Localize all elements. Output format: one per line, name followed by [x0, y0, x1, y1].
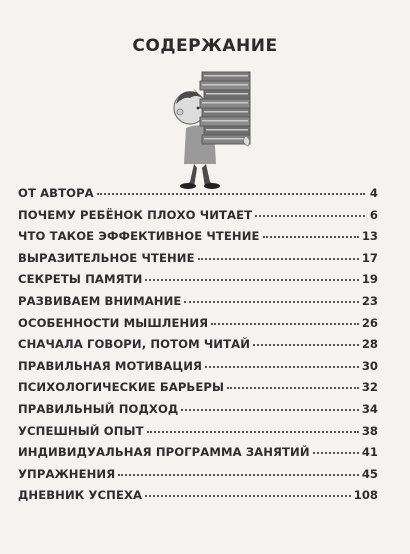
toc-entry	[18, 272, 378, 294]
toc-entry	[18, 186, 378, 208]
toc-entry-title: ПРАВИЛЬНЫЙ ПОДХОД	[18, 401, 179, 416]
toc-entry-title: ПРАВИЛЬНАЯ МОТИВАЦИЯ	[18, 358, 203, 373]
toc-dot-leader	[205, 365, 359, 368]
toc-dot-leader	[313, 451, 359, 454]
toc-entry	[18, 445, 378, 467]
toc-entry-page: 26	[361, 315, 378, 330]
toc-entry-title: ИНДИВИДУАЛЬНАЯ ПРОГРАММА ЗАНЯТИЙ	[18, 445, 310, 460]
toc-entry-page: 108	[353, 488, 378, 503]
toc-entry	[18, 337, 378, 359]
toc-dot-leader	[145, 278, 358, 281]
toc-dot-leader	[147, 430, 359, 433]
toc-entry-title: ДНЕВНИК УСПЕХА	[18, 488, 143, 503]
toc-entry	[18, 208, 378, 230]
toc-dot-leader	[118, 473, 359, 476]
toc-dot-leader	[181, 408, 359, 411]
table-of-contents	[18, 186, 378, 510]
toc-entry	[18, 488, 378, 510]
toc-entry-title: УСПЕШНЫЙ ОПЫТ	[18, 423, 144, 438]
toc-entry-title: ОТ АВТОРА	[18, 186, 94, 200]
toc-dot-leader	[227, 386, 359, 389]
toc-entry-page: 41	[361, 445, 378, 460]
toc-dot-leader	[198, 257, 359, 260]
toc-entry-page: 32	[361, 380, 378, 395]
toc-entry	[18, 251, 378, 273]
toc-dot-leader	[255, 214, 365, 217]
toc-entry-title: ВЫРАЗИТЕЛЬНОЕ ЧТЕНИЕ	[18, 250, 195, 265]
toc-entry-title: УПРАЖНЕНИЯ	[18, 466, 116, 481]
toc-entry-page: 17	[361, 250, 378, 265]
toc-dot-leader	[184, 300, 358, 303]
toc-entry	[18, 467, 378, 489]
toc-dot-leader	[211, 322, 359, 325]
toc-dot-leader	[253, 343, 359, 346]
toc-entry-page: 30	[361, 358, 378, 373]
toc-entry	[18, 380, 378, 402]
toc-dot-leader	[145, 494, 351, 497]
toc-entry-title: ПСИХОЛОГИЧЕСКИЕ БАРЬЕРЫ	[18, 380, 225, 395]
toc-entry-title: ОСОБЕННОСТИ МЫШЛЕНИЯ	[18, 315, 209, 330]
toc-entry-page: 19	[361, 272, 378, 287]
toc-entry	[18, 229, 378, 251]
toc-entry-title: СЕКРЕТЫ ПАМЯТИ	[18, 272, 143, 287]
toc-entry-title: СНАЧАЛА ГОВОРИ, ПОТОМ ЧИТАЙ	[18, 337, 250, 352]
toc-entry-page: 38	[361, 423, 378, 438]
toc-dot-leader	[263, 235, 359, 238]
toc-entry-page: 23	[361, 293, 378, 308]
boy-carrying-books-icon	[150, 64, 270, 192]
toc-entry-page: 4	[369, 186, 378, 200]
toc-entry-page: 13	[361, 229, 378, 244]
page-title: СОДЕРЖАНИЕ	[132, 36, 278, 56]
toc-entry	[18, 402, 378, 424]
toc-entry-page: 28	[361, 337, 378, 352]
toc-entry	[18, 316, 378, 338]
toc-entry	[18, 359, 378, 381]
toc-entry-title: ЧТО ТАКОЕ ЭФФЕКТИВНОЕ ЧТЕНИЕ	[18, 229, 260, 244]
toc-entry-page: 6	[369, 207, 378, 222]
toc-entry	[18, 424, 378, 446]
toc-entry-page: 45	[361, 466, 378, 481]
toc-dot-leader	[97, 192, 365, 195]
toc-entry-title: ПОЧЕМУ РЕБЁНОК ПЛОХО ЧИТАЕТ	[18, 207, 253, 222]
toc-entry-page: 34	[361, 401, 378, 416]
toc-entry	[18, 294, 378, 316]
toc-entry-title: РАЗВИВАЕМ ВНИМАНИЕ	[18, 293, 182, 308]
